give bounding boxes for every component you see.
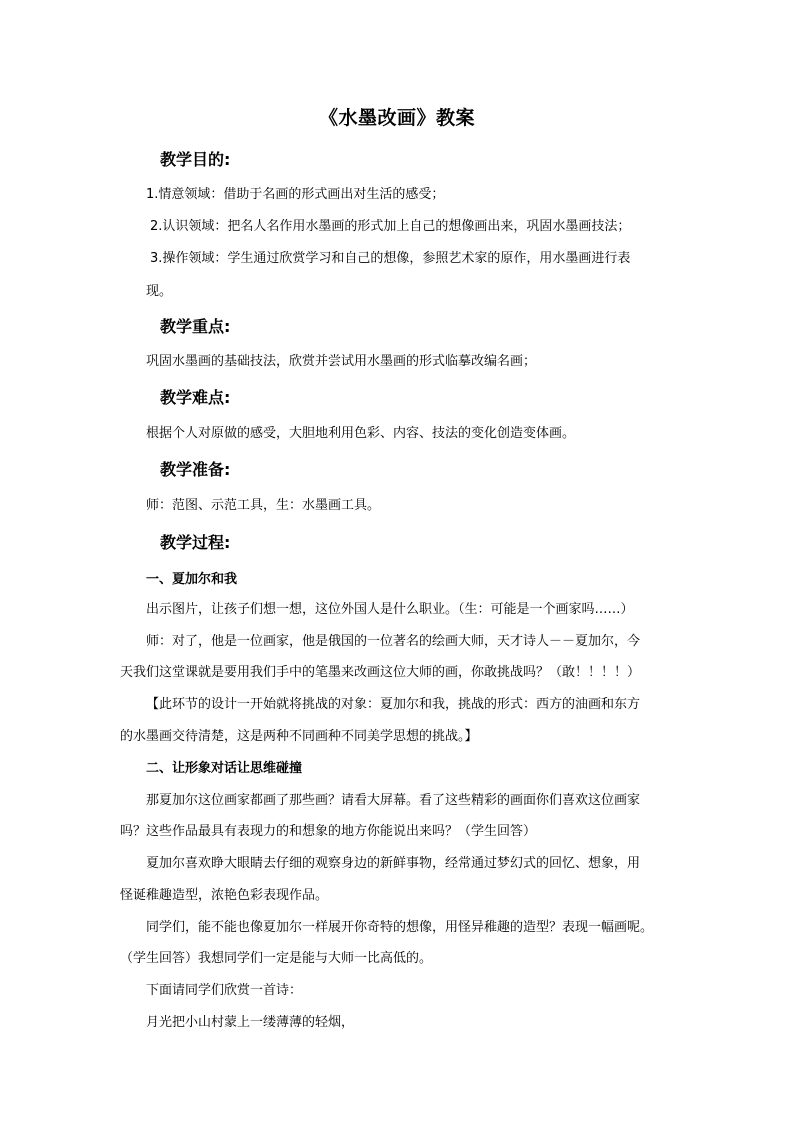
paragraph-line: 夏加尔喜欢睁大眼睛去仔细的观察身边的新鲜事物，经常通过梦幻式的回忆、想象，用	[146, 856, 641, 871]
section-heading-difficulties: 教学难点:	[160, 388, 231, 407]
paragraph-line: 师：对了，他是一位画家，他是俄国的一位著名的绘画大师，天才诗人－－夏加尔，今	[146, 634, 641, 649]
design-note-line: 【此环节的设计一开始就将挑战的对象：夏加尔和我，挑战的形式：西方的油画和东方	[146, 697, 641, 712]
paragraph-line: 下面请同学们欣赏一首诗：	[146, 983, 303, 998]
objective-item-2: 2.认识领域：把名人名作用水墨画的形式加上自己的想像画出来，巩固水墨画技法；	[150, 219, 631, 234]
paragraph-line: 天我们这堂课就是要用我们手中的笔墨来改画这位大师的画，你敢挑战吗？（敢！！！！）	[120, 665, 641, 680]
paragraph-line: 吗？这些作品最具有表现力的和想象的地方你能说出来吗？（学生回答）	[120, 824, 537, 839]
part-1-heading: 一、夏加尔和我	[146, 572, 238, 587]
paragraph-line: 怪诞稚趣造型，浓艳色彩表现作品。	[120, 888, 329, 903]
poem-line: 月光把小山村蒙上一缕薄薄的轻烟，	[146, 1015, 355, 1030]
paragraph-line: 出示图片，让孩子们想一想，这位外国人是什么职业。（生：可能是一个画家吗……）	[146, 602, 634, 617]
section-heading-key-points: 教学重点:	[160, 317, 231, 336]
objective-item-1: 1.情意领域：借助于名画的形式画出对生活的感受；	[146, 187, 445, 202]
section-heading-objectives: 教学目的:	[160, 150, 231, 169]
paragraph-line: 同学们，能不能也像夏加尔一样展开你奇特的想像，用怪异稚趣的造型？表现一幅画呢。	[146, 920, 654, 935]
section-heading-process: 教学过程:	[160, 533, 231, 552]
design-note-line: 的水墨画交待清楚，这是两种不同画种不同美学思想的挑战。】	[120, 729, 478, 744]
preparation-text: 师：范图、示范工具，生：水墨画工具。	[146, 498, 381, 513]
difficulties-text: 根据个人对原做的感受，大胆地利用色彩、内容、技法的变化创造变体画。	[146, 426, 576, 441]
section-heading-preparation: 教学准备:	[160, 460, 231, 479]
key-points-text: 巩固水墨画的基础技法，欣赏并尝试用水墨画的形式临摹改编名画；	[146, 354, 537, 369]
objective-item-3-line-1: 3.操作领域：学生通过欣赏学习和自己的想像，参照艺术家的原作，用水墨画进行表	[150, 251, 631, 266]
part-2-heading: 二、让形象对话让思维碰撞	[146, 761, 303, 776]
paragraph-line: （学生回答）我想同学们一定是能与大师一比高低的。	[120, 951, 433, 966]
objective-item-3-line-2: 现。	[146, 284, 173, 299]
document-title: 《水墨改画》教案	[318, 107, 475, 129]
paragraph-line: 那夏加尔这位画家都画了那些画？请看大屏幕。看了这些精彩的画面你们喜欢这位画家	[146, 793, 641, 808]
